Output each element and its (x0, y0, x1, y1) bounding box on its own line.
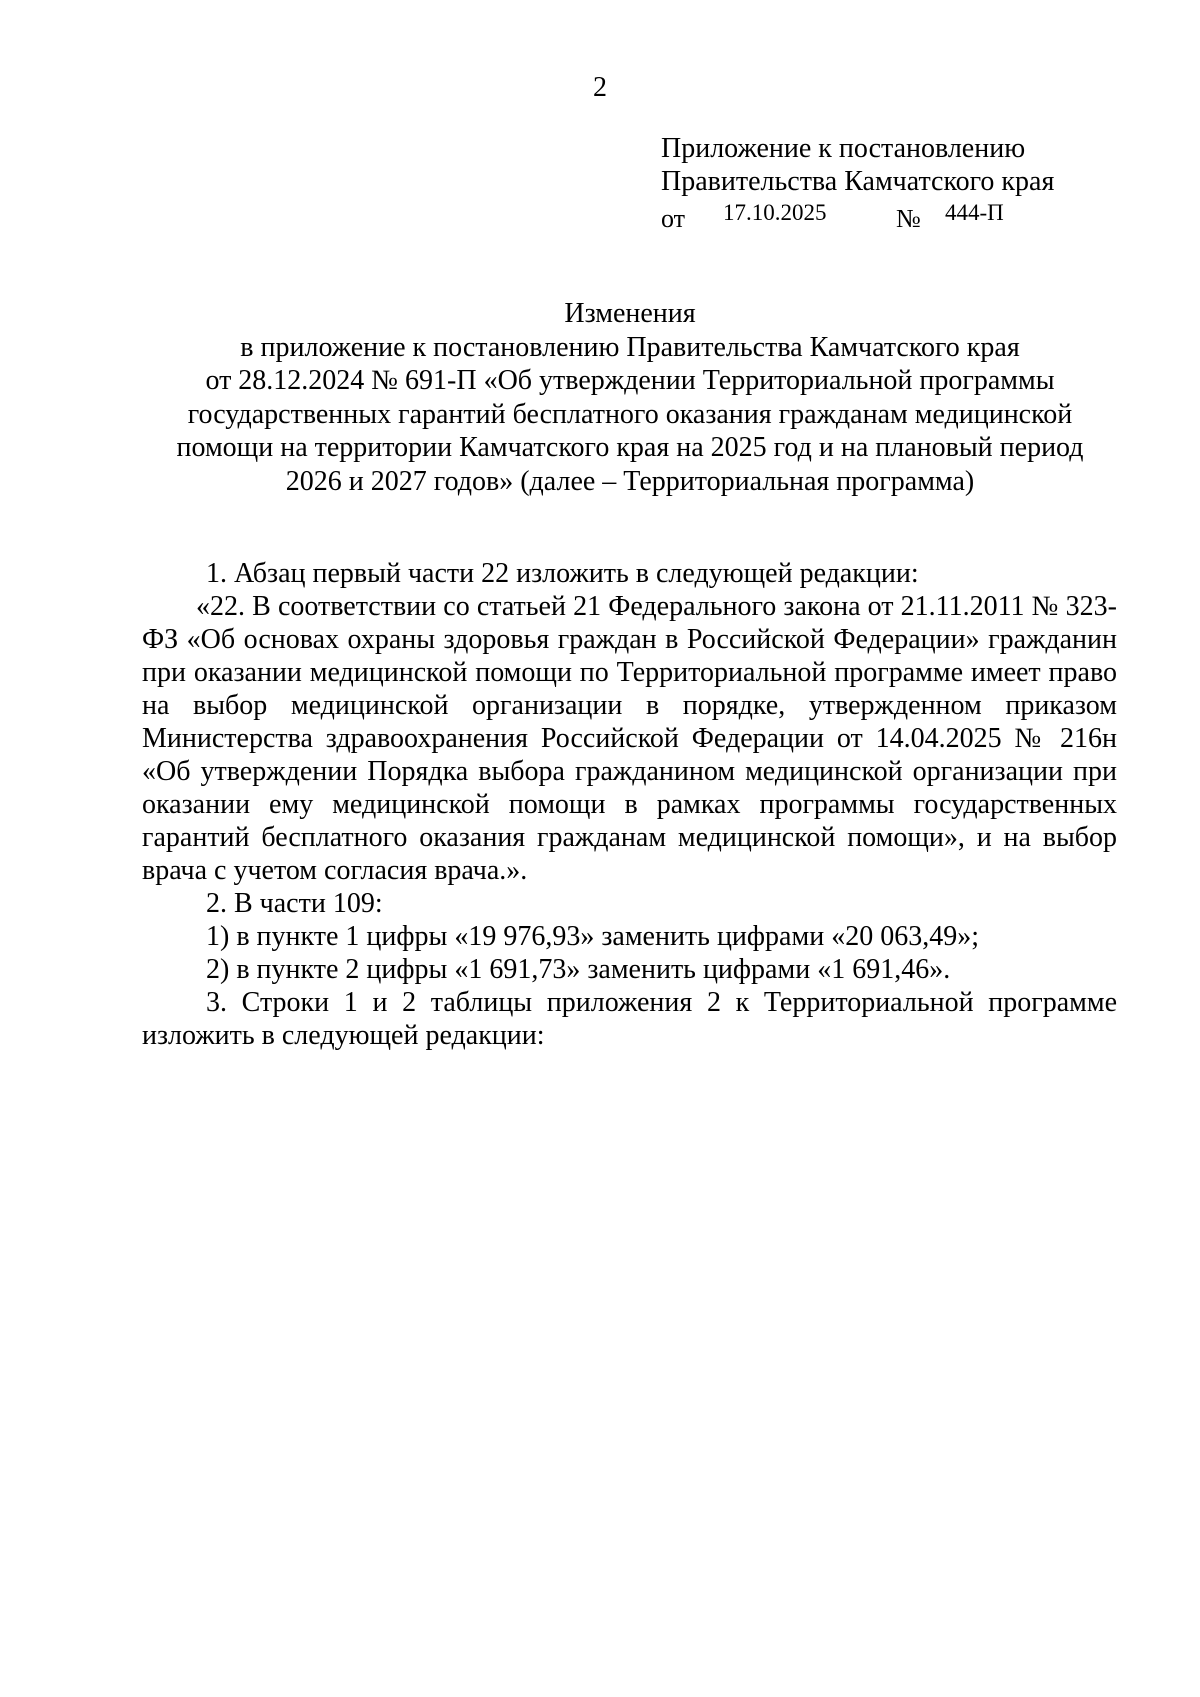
paragraph-item-1: 1. Абзац первый части 22 изложить в следующей редакции: (206, 558, 919, 589)
title-line-3: государственных гарантий бесплатного оказания гражданам медицинской (187, 398, 1073, 430)
resolution-date: 17.10.2025 (723, 200, 827, 225)
title-line-2: от 28.12.2024 № 691-П «Об утверждении Территориальной программы (205, 365, 1055, 396)
appendix-line-2: Правительства Камчатского края (661, 166, 1055, 197)
document-title (150, 297, 1110, 498)
from-label: от (661, 204, 686, 233)
title-line-5: 2026 и 2027 годов» (далее – Территориальная программа) (285, 465, 975, 497)
document-body (142, 557, 1117, 1052)
appendix-header (661, 132, 1054, 238)
appendix-meta-line (661, 198, 1054, 238)
title-line-4: помощи на территории Камчатского края на 2025 год и на плановый период (176, 432, 1084, 463)
appendix-line-1: Приложение к постановлению (661, 133, 1026, 164)
title-heading: Изменения (564, 298, 696, 329)
page-number: 2 (593, 72, 607, 103)
paragraph-item-2-2: 2) в пункте 2 цифры «1 691,73» заменить цифрами «1 691,46». (206, 954, 951, 985)
paragraph-item-2-1: 1) в пункте 1 цифры «19 976,93» заменить цифрами «20 063,49»; (206, 921, 979, 952)
paragraph-quote-part-22: «22. В соответствии со статьей 21 Федерального закона от 21.11.2011 № 323-ФЗ «Об основах охраны здоровья граждан в Российской Федерации» гражданин при оказании медицинской помощи по Территориальной программе имеет право на выбор медицинской организации в порядке, утвержденном приказом Министерства здравоохранения Российской Федерации от 14.04.2025 № 216н «Об утверждении Порядка выбора гражданином медицинской организации при оказании ему медицинской помощи в рамках программы государственных гарантий бесплатного оказания гражданам медицинской помощи», и на выбор врача с учетом согласия врача.». (142, 591, 1117, 886)
title-line-1: в приложение к постановлению Правительства Камчатского края (240, 331, 1020, 363)
resolution-number: 444-П (945, 200, 1004, 225)
number-label: № (896, 204, 921, 233)
paragraph-item-2: 2. В части 109: (206, 888, 383, 919)
paragraph-item-3: 3. Строки 1 и 2 таблицы приложения 2 к Территориальной программе изложить в следующей редакции: (142, 987, 1117, 1051)
